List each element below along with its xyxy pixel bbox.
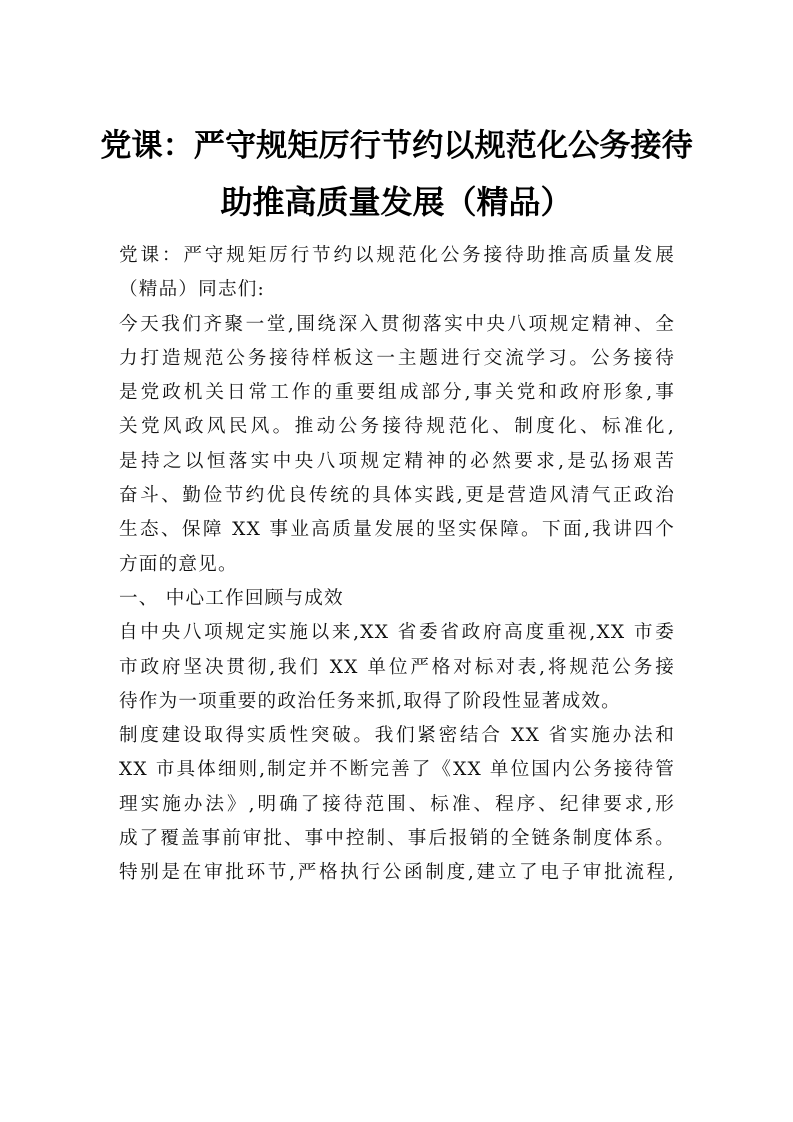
body-line: 特别是在审批环节,严格执行公函制度,建立了电子审批流程,: [119, 862, 675, 884]
body-line: 理实施办法》,明确了接待范围、标准、程序、纪律要求,形: [119, 793, 675, 815]
body-line: 制度建设取得实质性突破。我们紧密结合 XX 省实施办法和: [119, 725, 675, 747]
body-line: 党课：严守规矩厉行节约以规范化公务接待助推高质量发展: [119, 245, 675, 266]
body-line: 待作为一项重要的政治任务来抓,取得了阶段性显著成效。: [119, 690, 621, 712]
body-line: 是党政机关日常工作的重要组成部分,事关党和政府形象,事: [119, 382, 675, 404]
section-heading: 一、 中心工作回顾与成效: [119, 587, 344, 609]
body-line: （精品）同志们:: [119, 279, 266, 301]
body-line: 关党风政风民风。推动公务接待规范化、制度化、标准化,: [119, 416, 675, 438]
document-body: [119, 239, 675, 891]
body-line: 是持之以恒落实中央八项规定精神的必然要求,是弘扬艰苦: [119, 450, 675, 472]
body-line: 方面的意见。: [119, 553, 238, 575]
body-line: 生态、保障 XX 事业高质量发展的坚实保障。下面,我讲四个: [119, 519, 675, 541]
body-line: 奋斗、勤俭节约优良传统的具体实践,更是营造风清气正政治: [119, 485, 675, 507]
body-line: XX 市具体细则,制定并不断完善了《XX 单位国内公务接待管: [119, 759, 675, 781]
body-line: 市政府坚决贯彻,我们 XX 单位严格对标对表,将规范公务接: [119, 656, 675, 678]
title-line-2: 助推高质量发展（精品）: [220, 183, 573, 221]
title-line-1: 党课：严守规矩厉行节约以规范化公务接待: [100, 128, 693, 164]
document-title: [100, 118, 693, 230]
body-line: 成了覆盖事前审批、事中控制、事后报销的全链条制度体系。: [119, 828, 675, 850]
body-line: 力打造规范公务接待样板这一主题进行交流学习。公务接待: [119, 347, 675, 369]
body-line: 自中央八项规定实施以来,XX 省委省政府高度重视,XX 市委: [119, 622, 675, 644]
body-line: 今天我们齐聚一堂,围绕深入贯彻落实中央八项规定精神、全: [119, 313, 675, 335]
